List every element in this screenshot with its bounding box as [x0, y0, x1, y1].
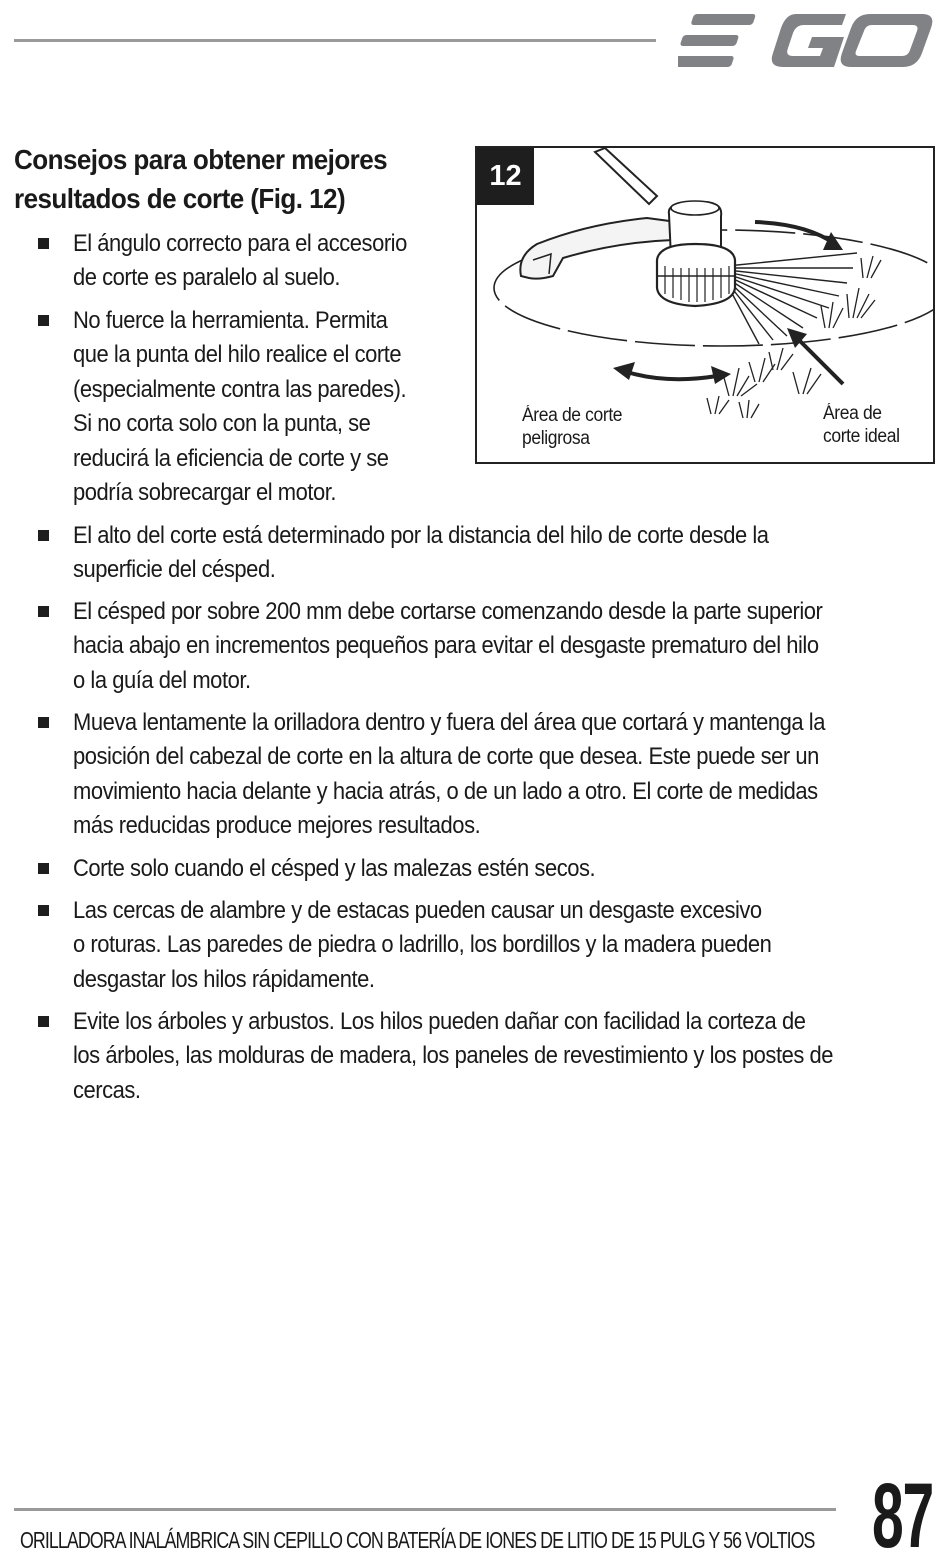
list-item-line: que la punta del hilo realice el corte	[73, 341, 402, 369]
header-rule	[14, 39, 656, 42]
title-line: Consejos para obtener mejores	[14, 144, 388, 175]
shaft	[595, 148, 657, 204]
list-item-line: Las cercas de alambre y de estacas pueden causar un desgaste excesivo	[73, 897, 762, 924]
list-item-line: Mueva lentamente la orilladora dentro y fuera del área que cortará y mantenga la	[73, 709, 825, 736]
figure-12	[475, 146, 935, 464]
label-line: Área de	[823, 403, 882, 424]
bullet-marker	[38, 863, 49, 874]
list-item-line: movimiento hacia delante y hacia atrás, o de un lado a otro. El corte de medidas	[73, 777, 818, 805]
label-ideal-area	[823, 402, 900, 448]
title-line: resultados de corte (Fig. 12)	[14, 183, 346, 214]
list-item-line: hacia abajo en incrementos pequeños para evitar el desgaste prematuro del hilo	[73, 632, 819, 660]
label-line: Área de corte	[522, 405, 623, 426]
guard	[520, 218, 677, 279]
list-item-line: El césped por sobre 200 mm debe cortarse comenzando desde la parte superior	[73, 598, 823, 625]
list-item-line: reducirá la eficiencia de corte y se	[73, 444, 389, 472]
label-dangerous-area	[522, 404, 622, 450]
list-item-line: cercas.	[73, 1076, 141, 1104]
figure-number: 12	[477, 148, 534, 205]
list-item-line: o la guía del motor.	[73, 666, 251, 694]
list-item-line: podría sobrecargar el motor.	[73, 479, 337, 507]
bullet-marker	[38, 1016, 49, 1027]
section-title	[14, 140, 433, 218]
label-line: corte ideal	[823, 426, 900, 447]
list-item-line: Evite los árboles y arbustos. Los hilos pueden dañar con facilidad la corteza de	[73, 1008, 806, 1035]
bullet-marker	[38, 530, 49, 541]
list-item-line: Corte solo cuando el césped y las malezas estén secos.	[73, 855, 596, 882]
list-item-line: desgastar los hilos rápidamente.	[73, 965, 375, 993]
footer-rule	[14, 1508, 836, 1511]
label-line: peligrosa	[522, 428, 590, 449]
list-item-line: (especialmente contra las paredes).	[73, 375, 407, 403]
list-item-line: de corte es paralelo al suelo.	[73, 264, 341, 292]
list-item-line: o roturas. Las paredes de piedra o ladrillo, los bordillos y la madera pueden	[73, 931, 772, 959]
list-item-line: los árboles, las molduras de madera, los paneles de revestimiento y los postes de	[73, 1042, 834, 1070]
page-number: 87	[872, 1465, 933, 1567]
bullet-marker	[38, 315, 49, 326]
list-item-line: El alto del corte está determinado por la distancia del hilo de corte desde la	[73, 522, 769, 549]
back-forth-arrow	[627, 372, 717, 379]
list-item-line: No fuerce la herramienta. Permita	[73, 307, 388, 334]
list-item-line: más reducidas produce mejores resultados.	[73, 812, 481, 840]
bullet-marker	[38, 717, 49, 728]
list-item-line: El ángulo correcto para el accesorio	[73, 230, 407, 257]
list-item-line: posición del cabezal de corte en la altura de corte que desea. Este puede ser un	[73, 743, 819, 771]
ego-logo	[678, 8, 936, 72]
bullet-marker	[38, 238, 49, 249]
bullet-marker	[38, 905, 49, 916]
list-item-line: Si no corta solo con la punta, se	[73, 410, 371, 438]
bullet-marker	[38, 606, 49, 617]
footer-product-title: ORILLADORA INALÁMBRICA SIN CEPILLO CON BATERÍA DE IONES DE LITIO DE 15 PULG Y 56 VOLTIOS	[20, 1527, 815, 1553]
list-item-line: superficie del césped.	[73, 556, 276, 584]
